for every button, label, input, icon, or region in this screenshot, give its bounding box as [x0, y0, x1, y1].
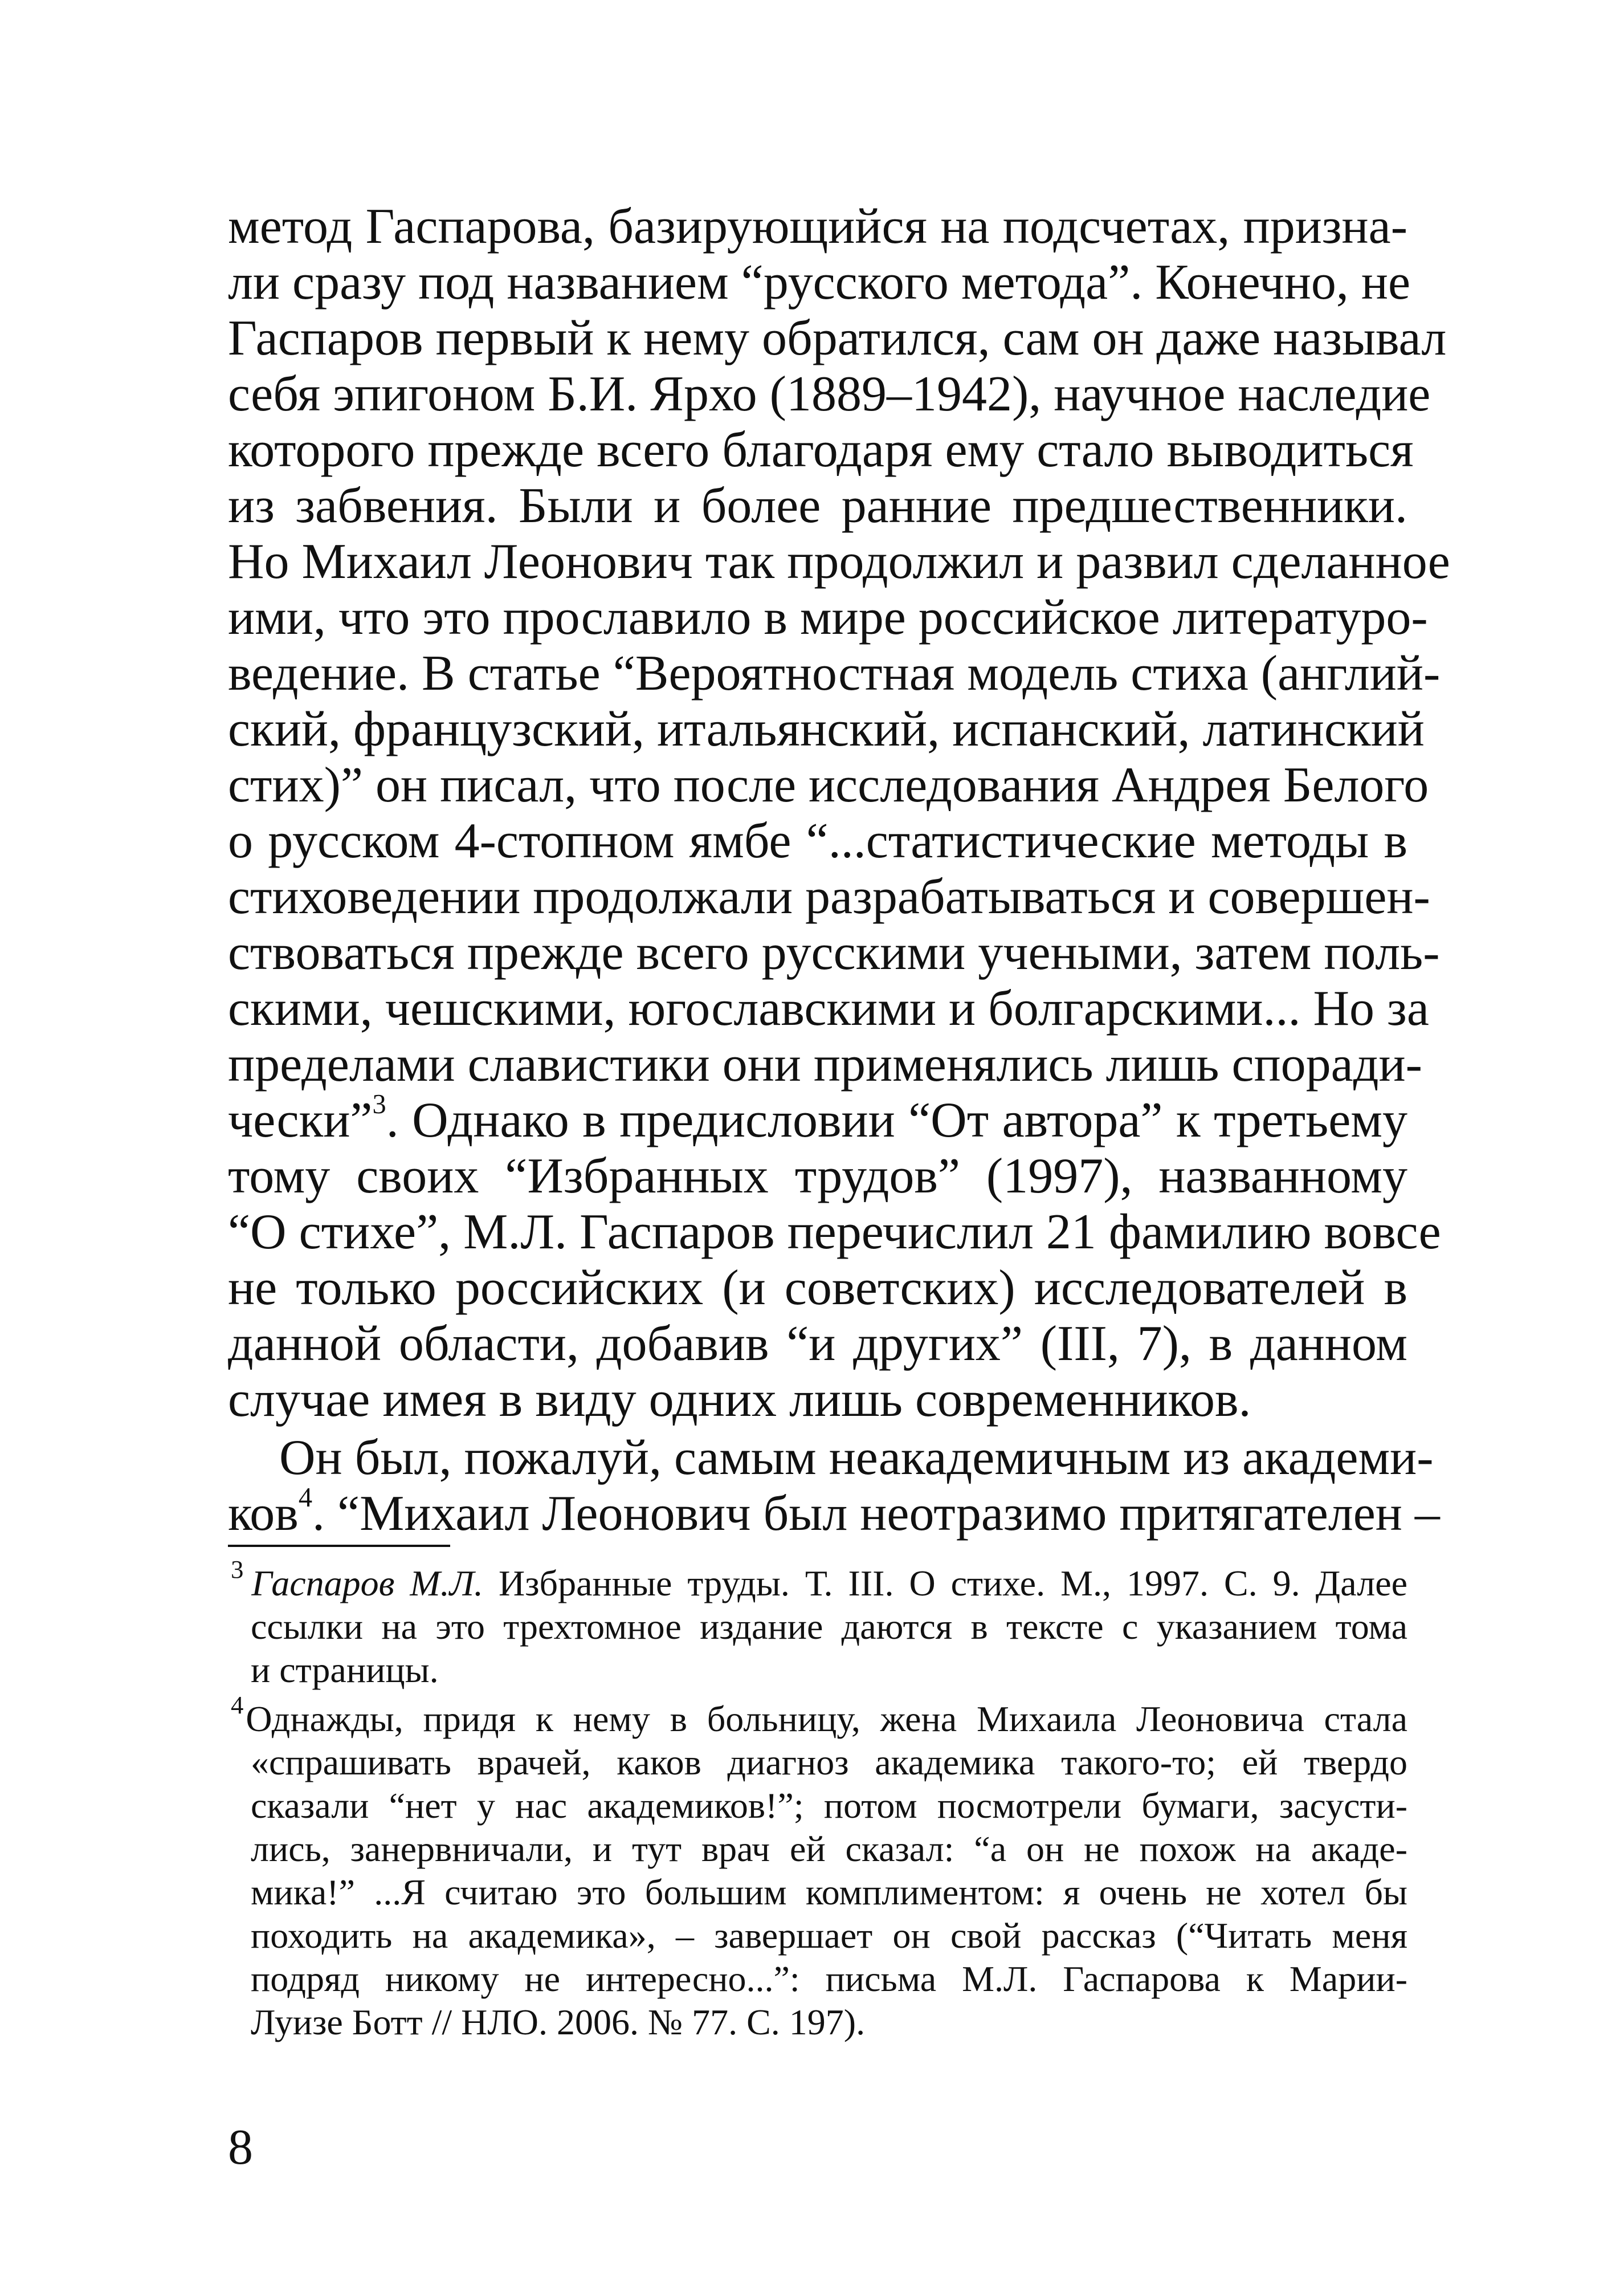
footnote-line: сказали “нет у нас академиков!”; потом посмотрели бумаги, засусти-	[251, 1785, 1407, 1826]
footnote-line: Луизе Ботт // НЛО. 2006. № 77. С. 197).	[251, 2002, 866, 2042]
footnote-line: и страницы.	[251, 1650, 439, 1690]
footnote-line: ссылки на это трехтомное издание даются в тексте с указанием тома	[251, 1606, 1407, 1647]
footnote-separator	[228, 1545, 450, 1547]
footnote-line: «спрашивать врачей, каков диагноз академика такого-то; ей твердо	[251, 1742, 1407, 1782]
text-line: стиховедении продолжали разрабатываться и совершен-	[228, 869, 1430, 925]
text-line: которого прежде всего благодаря ему стало выводиться	[228, 422, 1414, 478]
footnote-marker: 3	[231, 1554, 244, 1583]
text-line: “О стихе”, М.Л. Гаспаров перечислил 21 фамилию вовсе	[228, 1204, 1441, 1260]
text-line	[228, 1482, 1440, 1542]
text-fragment: ков	[228, 1486, 299, 1541]
text-line: случае имея в виду одних лишь современников.	[228, 1372, 1251, 1427]
text-line: не только российских (и советских) исследователей в	[228, 1260, 1407, 1316]
text-line: тому своих “Избранных трудов” (1997), названному	[228, 1149, 1407, 1204]
text-line: ведение. В статье “Вероятностная модель стиха (англий-	[228, 646, 1441, 701]
footnote-line: мика!” ...Я считаю это большим комплиментом: я очень не хотел бы	[251, 1872, 1407, 1912]
footnote-reference[interactable]: 3	[372, 1089, 386, 1119]
text-line: себя эпигоном Б.И. Ярхо (1889–1942), научное наследие	[228, 367, 1431, 422]
text-fragment: . “Михаил Леонович был неотразимо притягателен –	[312, 1486, 1440, 1541]
text-line: ли сразу под названием “русского метода”. Конечно, не	[228, 255, 1411, 310]
footnote-line: подряд никому не интересно...”: письма М.Л. Гаспарова к Марии-	[251, 1959, 1407, 1999]
text-line: скими, чешскими, югославскими и болгарскими... Но за	[228, 981, 1429, 1036]
text-line: пределами славистики они применялись лишь споради-	[228, 1037, 1422, 1092]
text-fragment: чески”	[228, 1093, 373, 1148]
footnote-marker: 4	[231, 1690, 244, 1719]
footnote-3	[231, 1554, 1408, 1605]
footnote-4	[231, 1690, 1407, 1741]
text-line: ими, что это прославило в мире российское литературо-	[228, 590, 1428, 645]
text-line: Он был, пожалуй, самым неакадемичным из академи-	[279, 1430, 1434, 1485]
footnote-reference[interactable]: 4	[298, 1482, 313, 1513]
text-line: Гаспаров первый к нему обратился, сам он даже называл	[228, 311, 1447, 366]
footnote-text: Однажды, придя к нему в больницу, жена Михаила Леоновича стала	[246, 1699, 1407, 1739]
text-fragment: . Однако в предисловии “От автора” к третьему	[386, 1093, 1407, 1148]
text-line: данной области, добавив “и других” (III, 7), в данном	[228, 1316, 1407, 1371]
footnote-line: лись, занервничали, и тут врач ей сказал: “а он не похож на акаде-	[251, 1829, 1407, 1869]
footnote-line: походить на академика», – завершает он свой рассказ (“Читать меня	[251, 1915, 1407, 1956]
text-line: ствоваться прежде всего русскими учеными, затем поль-	[228, 925, 1440, 980]
text-line: метод Гаспарова, базирующийся на подсчетах, призна-	[228, 199, 1407, 254]
footnote-text: Избранные труды. Т. III. О стихе. М., 1997. С. 9. Далее	[483, 1563, 1408, 1603]
text-line	[228, 1089, 1407, 1149]
text-line: Но Михаил Леонович так продолжил и развил сделанное	[228, 534, 1450, 589]
page-number: 8	[228, 2120, 253, 2175]
text-line: из забвения. Были и более ранние предшественники.	[228, 478, 1407, 534]
footnote-author: Гаспаров М.Л.	[251, 1563, 484, 1603]
text-line: стих)” он писал, что после исследования Андрея Белого	[228, 758, 1429, 813]
text-line: ский, французский, итальянский, испанский, латинский	[228, 702, 1425, 757]
text-line: о русском 4-стопном ямбе “...статистические методы в	[228, 813, 1407, 869]
